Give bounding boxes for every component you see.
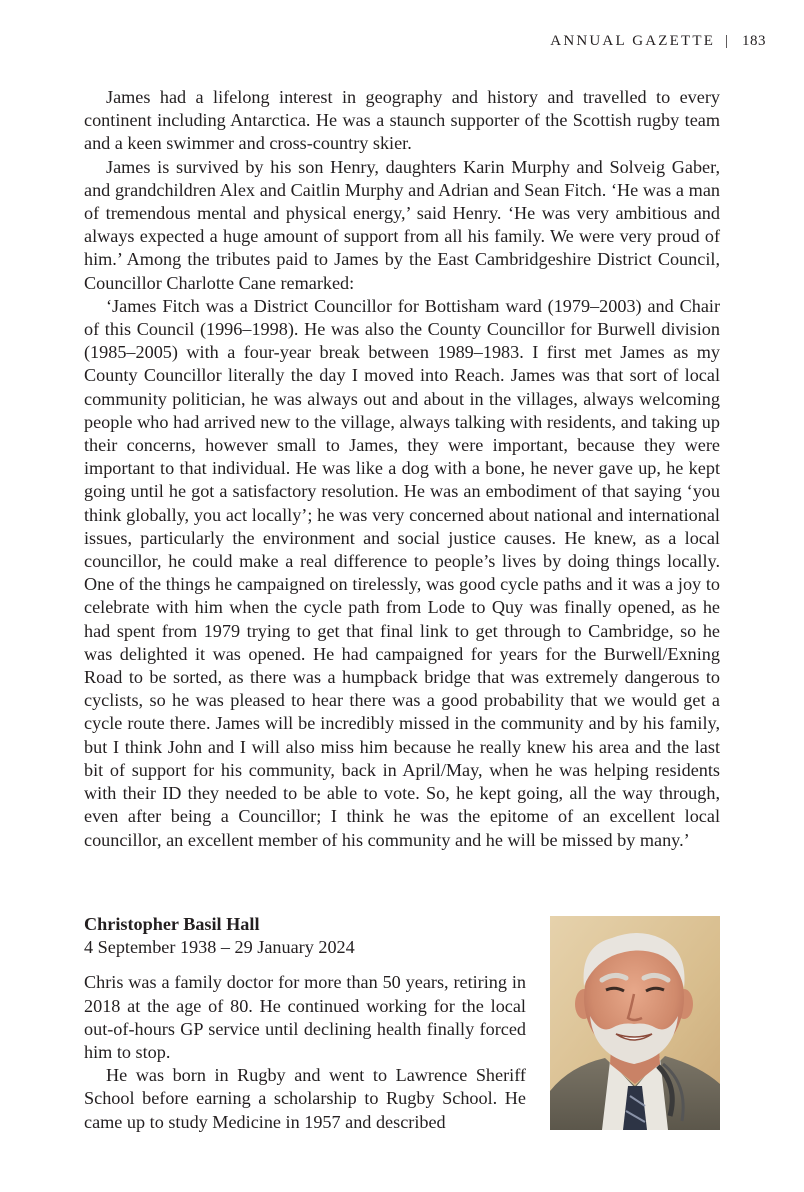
main-text-column	[84, 86, 720, 852]
page-number: 183	[742, 33, 766, 49]
paragraph-survived-by: James is survived by his son Henry, daughters Karin Murphy and Solveig Gaber, and grandchildren Alex and Caitlin Murphy and Adrian and Sean Fitch. ‘He was a man of tremendous mental and physical energy,’ said Henry. ‘He was very ambitious and always expected a huge amount of support from all his family. We were very proud of him.’ Among the tributes paid to James by the East Cambridgeshire District Council, Councillor Charlotte Cane remarked:	[84, 156, 720, 293]
obituary-name: Christopher Basil Hall	[84, 914, 260, 934]
obituary-christopher-hall	[84, 913, 526, 1134]
paragraph-interests: James had a lifelong interest in geography and history and travelled to every continent including Antarctica. He was a staunch supporter of the Scottish rugby team and a keen swimmer and cross-country skier.	[84, 87, 720, 154]
header-separator: |	[725, 33, 729, 49]
obituary-dates: 4 September 1938 – 29 January 2024	[84, 937, 355, 958]
obituary-paragraph-career: Chris was a family doctor for more than 50 years, retiring in 2018 at the age of 80. He continued working for the local out-of-hours GP service until declining health finally forced him to stop.	[84, 972, 526, 1063]
obituary-paragraph-education: He was born in Rugby and went to Lawrence Sheriff School before earning a scholarship to Rugby School. He came up to study Medicine in 1957 and described	[84, 1065, 526, 1132]
portrait-illustration	[550, 916, 720, 1130]
portrait-photo	[550, 916, 720, 1130]
section-title: ANNUAL GAZETTE	[550, 33, 716, 49]
paragraph-tribute-quote: ‘James Fitch was a District Councillor for Bottisham ward (1979–2003) and Chair of this Council (1996–1998). He was also the County Councillor for Burwell division (1985–2005) with a four-year break between 1989–1983. I first met James as my County Councillor literally the day I moved into Reach. James was that sort of local community politician, he was always out and about in the villages, always welcoming people who had arrived new to the village, always talking with residents, and taking up their concerns, however small to James, they were important, because they were important to that individual. He was like a dog with a bone, he never gave up, he kept going until he got a satisfactory resolution. He was an embodiment of that saying ‘you think globally, you act locally’; he was very concerned about national and international issues, particularly the environment and social justice causes. He knew, as a local councillor, he could make a real difference to people’s lives by doing things locally. One of the things he campaigned on tirelessly, was good cycle paths and it was a joy to celebrate with him when the cycle path from Lode to Quy was finally opened, as he had spent from 1979 trying to get that final link to get through to Cambridge, so he was delighted it was opened. He had campaigned for years for the Burwell/Exning Road to be sorted, as there was a humpback bridge that was extremely dangerous to cyclists, so he was pleased to hear there was a good probability that we would get a cycle route there. James will be incredibly missed in the community and by his family, but I think John and I will also miss him because he really knew his area and the last bit of support for his community, back in April/May, when he was helping residents with their ID they needed to be able to vote. So, he kept going, all the way through, even after being a Councillor; I think he was the epitome of an excellent local councillor, an excellent member of his community and he will be missed by many.’	[84, 295, 720, 850]
running-head	[550, 33, 766, 50]
